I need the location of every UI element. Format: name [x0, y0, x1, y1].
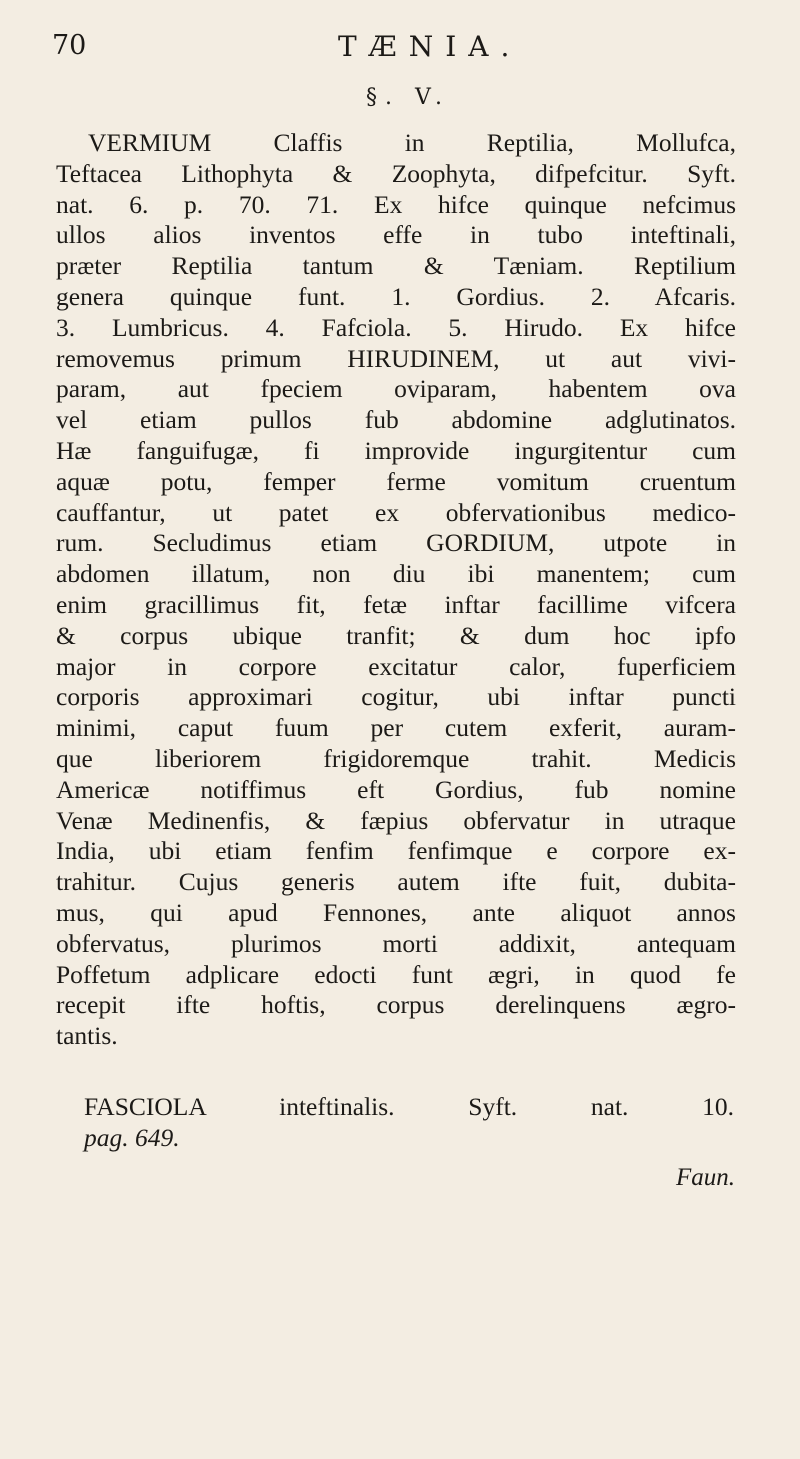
- text-line: nat. 6. p. 70. 71. Ex hifce quinque nefcimus: [56, 189, 736, 219]
- body-paragraph: [56, 128, 736, 1052]
- text-line: aquæ potu, femper ferme vomitum cruentum: [56, 466, 736, 496]
- text-line: cauffantur, ut patet ex obfervationibus medico-: [56, 497, 736, 527]
- text-line: vel etiam pullos fub abdomine adglutinatos.: [56, 405, 736, 435]
- text-line: enim gracillimus fit, fetæ inftar facillime vifcera: [56, 589, 736, 619]
- text-line: genera quinque funt. 1. Gordius. 2. Afcaris.: [56, 281, 736, 311]
- text-line: major in corpore excitatur calor, fuperficiem: [56, 651, 736, 681]
- text-line: Americæ notiffimus eft Gordius, fub nomine: [56, 774, 736, 804]
- text-line: corporis approximari cogitur, ubi inftar puncti: [56, 682, 736, 712]
- page-header: [52, 30, 742, 70]
- text-line: param, aut fpeciem oviparam, habentem ova: [56, 374, 736, 404]
- catchword: Faun.: [676, 1164, 736, 1191]
- text-line: Poffetum adplicare edocti funt ægri, in quod fe: [56, 959, 736, 989]
- text-line: ullos alios inventos effe in tubo inteftinali,: [56, 220, 736, 250]
- text-line: Teftacea Lithophyta & Zoophyta, difpefcitur. Syft.: [56, 158, 736, 188]
- text-line: obfervatus, plurimos morti addixit, antequam: [56, 928, 736, 958]
- text-line: mus, qui apud Fennones, ante aliquot annos: [56, 897, 736, 927]
- running-title: TÆNIA.: [338, 30, 522, 63]
- species-entry-page-ref: pag. 649.: [84, 1122, 180, 1152]
- text-line: & corpus ubique tranfit; & dum hoc ipfo: [56, 620, 736, 650]
- text-line: India, ubi etiam fenfim fenfimque e corpore ex-: [56, 836, 736, 866]
- text-line: rum. Secludimus etiam GORDIUM, utpote in: [56, 528, 736, 558]
- text-line: tantis.: [56, 1021, 118, 1051]
- text-line: minimi, caput fuum per cutem exferit, auram-: [56, 713, 736, 743]
- species-entry-title: FASCIOLA inteftinalis. Syft. nat. 10.: [84, 1092, 734, 1121]
- section-heading: §. V.: [366, 85, 451, 110]
- text-line: 3. Lumbricus. 4. Fafciola. 5. Hirudo. Ex hifce: [56, 312, 736, 342]
- text-line: præter Reptilia tantum & Tæniam. Reptilium: [56, 251, 736, 281]
- text-line: Hæ fanguifugæ, fi improvide ingurgitentur cum: [56, 435, 736, 465]
- text-line: removemus primum HIRUDINEM, ut aut vivi-: [56, 343, 736, 373]
- text-line: trahitur. Cujus generis autem ifte fuit, dubita-: [56, 867, 736, 897]
- text-line: VERMIUM Claffis in Reptilia, Mollufca,: [88, 128, 736, 157]
- text-line: que liberiorem frigidoremque trahit. Medicis: [56, 743, 736, 773]
- text-line: Venæ Medinenfis, & fæpius obfervatur in utraque: [56, 805, 736, 835]
- species-entry: [84, 1092, 734, 1154]
- text-line: abdomen illatum, non diu ibi manentem; cum: [56, 559, 736, 589]
- page-number: 70: [52, 30, 87, 61]
- text-line: recepit ifte hoftis, corpus derelinquens ægro-: [56, 990, 736, 1020]
